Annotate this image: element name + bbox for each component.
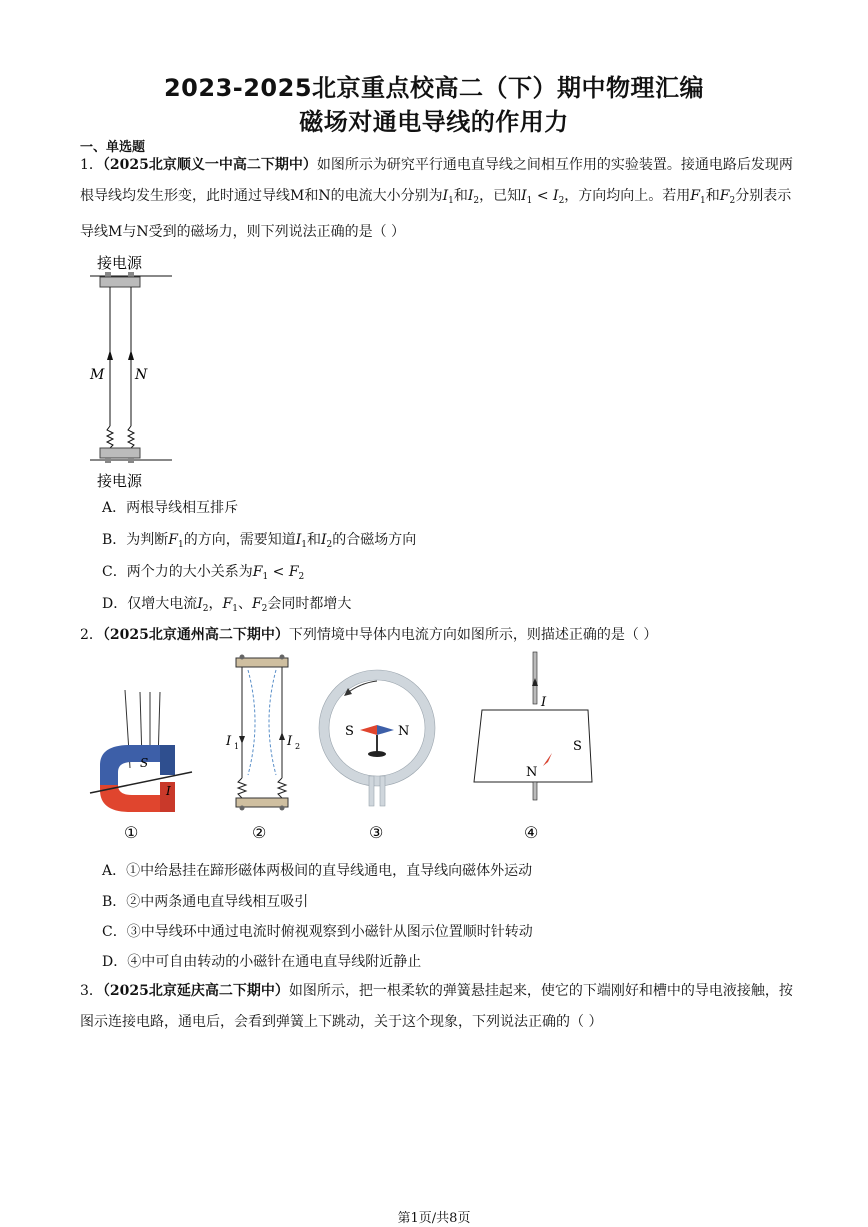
sub: 1 [700, 196, 706, 206]
sub: 2 [729, 196, 736, 206]
opt-text: C．两个力的大小关系为 [102, 564, 253, 580]
sub: 1 [232, 604, 238, 614]
opt-text: 和 [307, 532, 322, 548]
opt-text: 、 [237, 596, 252, 612]
arrow-up-icon [128, 350, 134, 360]
deformed-wire-dash [269, 670, 276, 775]
fig4-label-i: I [541, 695, 547, 710]
deformed-wire-dash [248, 670, 255, 775]
fig1-horseshoe-magnet [90, 690, 192, 842]
spring [128, 426, 134, 448]
screw [240, 806, 245, 811]
needle-blue [377, 725, 394, 735]
ring-lead [369, 776, 374, 806]
q1-text: 和 [453, 188, 468, 204]
top-block [100, 277, 140, 287]
spring [278, 778, 286, 798]
sym-lt: < [532, 188, 554, 204]
sym-i: I [442, 188, 449, 204]
sub: 1 [526, 196, 533, 206]
sym-f: F [222, 596, 233, 612]
q1-option-d [102, 593, 351, 614]
sym-lt: < [268, 564, 289, 580]
spring [238, 778, 246, 798]
sub: 2 [261, 604, 268, 614]
sym-i: I [197, 596, 203, 612]
sub: 2 [558, 196, 565, 206]
bottom-plate [236, 798, 288, 807]
sub: 2 [473, 196, 480, 206]
q1-number: 1． [80, 157, 103, 173]
fig-num-1: ① [124, 823, 139, 842]
sym-f: F [288, 564, 299, 580]
terminal [128, 458, 134, 463]
question-3 [80, 976, 800, 1038]
opt-text: D．仅增大电流 [102, 596, 198, 612]
sub: 1 [178, 540, 184, 550]
q1-option-c [102, 561, 304, 582]
sub: 1 [301, 540, 308, 550]
q2-option-d: D．④中可自由转动的小磁针在通电直导线附近静止 [102, 954, 422, 970]
question-2 [80, 620, 800, 651]
sym-i: I [467, 188, 474, 204]
q1-text: 如图所示为研究平行通电直导线之间相互作用的实验装置。接通电路后发现两根导线均发生形变，此时通过导线M和N的电流大小分别为 [80, 157, 793, 204]
sym-i: I [321, 532, 327, 548]
fig3-label-n: N [398, 724, 410, 739]
fig-num-2: ② [252, 823, 267, 842]
q2-option-a: A．①中给悬挂在蹄形磁体两极间的直导线通电，直导线向磁体外运动 [102, 863, 533, 879]
sub: 1 [448, 196, 454, 206]
doc-title-line2: 磁场对通电导线的作用力 [299, 108, 569, 136]
fig3-label-s: S [345, 724, 354, 739]
sym-i: I [553, 188, 559, 204]
fig-num-3: ③ [369, 823, 384, 842]
needle-base [368, 751, 386, 757]
fig-num-4: ④ [524, 823, 539, 842]
fig-bottom-label: 接电源 [97, 472, 143, 490]
q2-text: 下列情境中导体内电流方向如图所示，则描述正确的是（ ） [288, 627, 658, 643]
sym-f: F [690, 188, 701, 204]
sym-f: F [168, 532, 179, 548]
fig2-sub-1: 1 [234, 742, 240, 751]
opt-text: 的方向，需要知道 [183, 532, 296, 548]
top-plate [236, 658, 288, 667]
opt-text: ， [208, 596, 223, 612]
fig2-sub-2: 2 [295, 742, 301, 751]
arrow-up-icon [279, 732, 285, 740]
sub: 2 [298, 572, 305, 582]
q2-option-c: C．③中导线环中通过电流时俯视观察到小磁针从图示位置顺时针转动 [102, 924, 533, 940]
spring [107, 426, 113, 448]
q1-text: 分别表示导线M与N受到的磁场力，则下列说法正确的是（ ） [80, 188, 792, 240]
q2-figures [80, 650, 620, 845]
q1-option-b [102, 529, 416, 550]
fig2-label-i1: I [226, 734, 232, 749]
terminal [105, 272, 111, 277]
q2-number: 2． [80, 627, 103, 643]
sub: 1 [262, 572, 269, 582]
q3-text: 如图所示，把一根柔软的弹簧悬挂起来，使它的下端刚好和槽中的导电液接触，按图示连接电路，通电后，会看到弹簧上下跳动，关于这个现象，下列说法正确的（ ） [80, 983, 793, 1030]
label-m: M [90, 367, 105, 383]
magnet-blue-end [160, 745, 175, 775]
fig-top-label: 接电源 [97, 254, 143, 272]
opt-text: 的合磁场方向 [332, 532, 417, 548]
sym-i: I [295, 532, 302, 548]
fig2-label-i2: I [287, 734, 293, 749]
page-footer: 第1页/共8页 [397, 1211, 471, 1226]
screw [280, 806, 285, 811]
sub: 2 [202, 604, 209, 614]
screw [280, 655, 285, 660]
terminal [105, 458, 111, 463]
q1-text: ，已知 [479, 188, 522, 204]
fig4-straight-wire [474, 652, 592, 842]
ring-lead [380, 776, 385, 806]
q1-option-a: A．两根导线相互排斥 [102, 500, 239, 516]
fig1-label-s: S [140, 756, 149, 770]
terminal [128, 272, 134, 277]
q3-source: （2025北京延庆高二下期中） [102, 983, 289, 999]
fig4-label-n: N [526, 765, 538, 780]
section-heading: 一、单选题 [80, 140, 146, 155]
fig4-label-s: S [573, 739, 582, 754]
q3-number: 3． [80, 983, 103, 999]
bottom-block [100, 448, 140, 458]
sym-i: I [521, 188, 527, 204]
arrow-up-icon [107, 350, 113, 360]
sym-f: F [719, 188, 730, 204]
question-1 [80, 150, 800, 248]
sub: 2 [326, 540, 333, 550]
wire-lower [533, 782, 537, 800]
arrow-down-icon [239, 736, 245, 744]
sym-f: F [252, 564, 263, 580]
q1-source: （2025北京顺义一中高二下期中） [102, 157, 317, 173]
label-n: N [135, 367, 148, 383]
q1-text: ，方向均向上。若用 [564, 188, 691, 204]
fig1-label-i: I [166, 784, 171, 798]
fig3-wire-ring [319, 670, 435, 842]
q1-figure [80, 250, 180, 492]
sym-f: F [251, 596, 262, 612]
opt-text: 会同时都增大 [267, 596, 352, 612]
q1-text: 和 [705, 188, 720, 204]
screw [240, 655, 245, 660]
fig2-parallel-wires [225, 655, 300, 843]
opt-text: B．为判断 [102, 532, 169, 548]
doc-title-line1: 2023-2025北京重点校高二（下）期中物理汇编 [163, 74, 705, 102]
q2-source: （2025北京通州高二下期中） [102, 627, 289, 643]
q2-option-b: B．②中两条通电直导线相互吸引 [102, 894, 309, 910]
needle-red [360, 725, 377, 735]
